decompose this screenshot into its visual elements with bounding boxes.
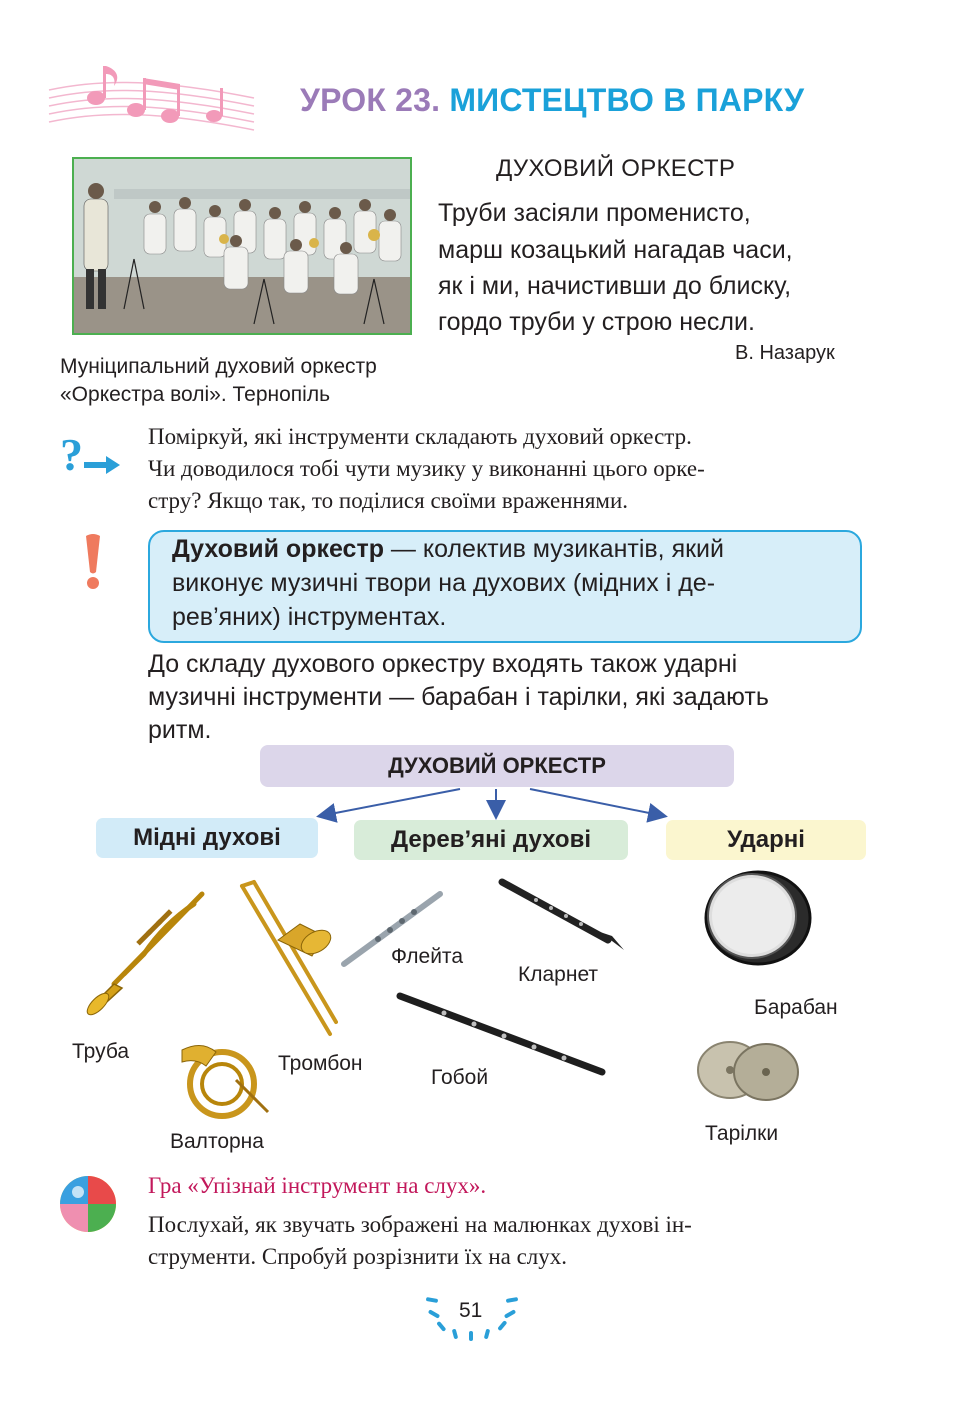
lesson-number: УРОК 23. [300, 82, 441, 118]
oboe-icon [394, 990, 612, 1082]
body-line: До складу духового оркестру входять також ударні [148, 650, 738, 678]
label-flute: Флейта [391, 945, 463, 968]
poem-line: Труби засіяли променисто, [438, 199, 751, 227]
category-percussion: Ударні [666, 820, 866, 860]
definition-text: — колектив музикантів, який [383, 535, 724, 563]
ball-icon [58, 1174, 118, 1234]
diagram-title: ДУХОВИЙ ОРКЕСТР [260, 745, 734, 787]
definition-line-2: виконує музичні твори на духових (мідних і де- [172, 569, 716, 597]
poem-line: як і ми, начистивши до блиску, [438, 272, 792, 300]
definition-term: Духовий оркестр [172, 535, 384, 563]
svg-text:?: ? [60, 429, 83, 478]
poem-title: ДУХОВИЙ ОРКЕСТР [496, 155, 736, 182]
game-line: Послухай, як звучать зображені на малюнках духові ін- [148, 1212, 692, 1237]
lesson-name: МИСТЕЦТВО В ПАРКУ [449, 82, 805, 118]
question-line: Чи доводилося тобі чути музику у виконанні цього орке- [148, 456, 705, 481]
label-cymbals: Тарілки [705, 1122, 779, 1145]
cymbals-icon [694, 1034, 802, 1104]
category-brass: Мідні духові [96, 818, 318, 858]
label-trombone: Тромбон [278, 1052, 363, 1075]
poem-line: гордо труби у строю несли. [438, 308, 755, 336]
question-line: Поміркуй, які інструменти складають духовий оркестр. [148, 424, 692, 449]
trombone-icon [232, 876, 338, 1042]
photo-caption-line-1: Муніципальний духовий оркестр [60, 355, 377, 378]
game-title: Гра «Упізнай інструмент на слух». [148, 1173, 487, 1198]
drum-icon [696, 868, 814, 968]
poem-line: марш козацький нагадав часи, [438, 236, 793, 264]
clarinet-icon [496, 874, 628, 954]
body-line: ритм. [148, 716, 212, 744]
label-oboe: Гобой [431, 1066, 489, 1089]
question-line: стру? Якщо так, то поділися своїми враженнями. [148, 488, 629, 513]
poem-author: В. Назарук [735, 342, 835, 364]
game-line: струменти. Спробуй розрізнити їх на слух. [148, 1244, 568, 1269]
definition-line-3: рев’яних) інструментах. [172, 603, 447, 631]
french-horn-icon [176, 1040, 274, 1122]
label-drum: Барабан [754, 996, 838, 1019]
label-horn: Валторна [170, 1130, 264, 1153]
label-trumpet: Труба [72, 1040, 130, 1063]
label-clarinet: Кларнет [518, 963, 599, 986]
category-woodwind: Дерев’яні духові [354, 820, 628, 860]
photo-caption-line-2: «Оркестра волі». Тернопіль [60, 383, 331, 406]
body-line: музичні інструменти — барабан і тарілки, які задають [148, 683, 769, 711]
trumpet-icon [84, 884, 212, 1016]
page-number: 51 [459, 1299, 483, 1322]
